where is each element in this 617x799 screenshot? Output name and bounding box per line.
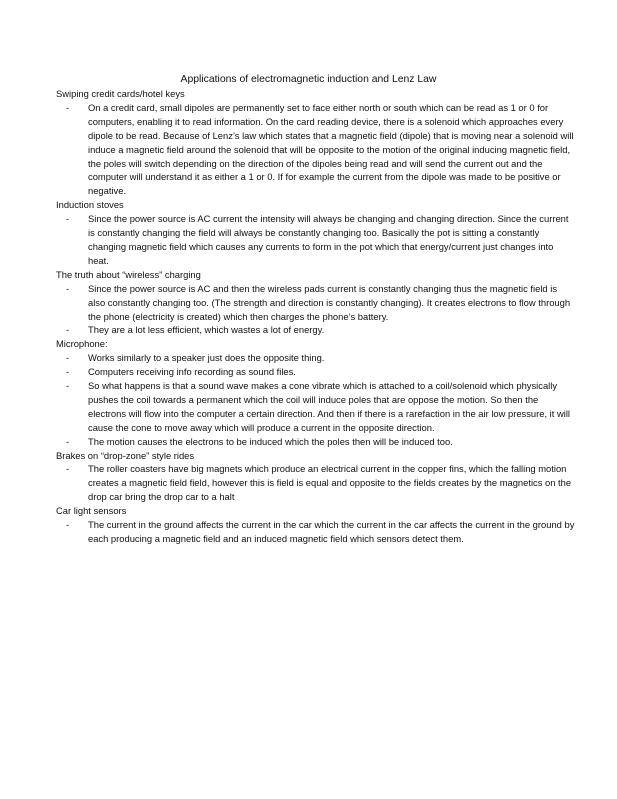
bullet-text: So what happens is that a sound wave makes a cone vibrate which is attached to a coil/solenoid which physically pushes the coil towards a permanent which the coil will induce poles that are oppose the motion. So then the electrons will flow into the computer a certain direction. And then if there is a rarefaction in the air low pressure, it will cause the cone to move away which will produce a current in the opposite direction. — [88, 380, 570, 433]
bullet-text: They are a lot less efficient, which wastes a lot of energy. — [88, 324, 325, 336]
section-heading: Brakes on “drop-zone” style rides — [56, 449, 195, 461]
bullet-item — [56, 212, 576, 268]
bullet-item — [56, 323, 576, 337]
bullet-list — [56, 462, 576, 504]
bullet-text: Computers receiving info recording as sound files. — [88, 366, 296, 378]
bullet-text: The roller coasters have big magnets which produce an electrical current in the copper fins, which the falling motion creates a magnetic field field, however this is field is equal and opposite to the fields creates by the magnetics on the drop car bring the drop car to a halt — [88, 463, 572, 503]
section — [56, 337, 576, 448]
section-heading: The truth about “wireless” charging — [56, 268, 201, 280]
bullet-list — [56, 518, 576, 546]
bullet-list — [56, 212, 576, 268]
bullet-list — [56, 351, 576, 448]
bullet-dash: - — [66, 435, 70, 447]
bullet-dash: - — [66, 324, 70, 336]
bullet-text: Since the power source is AC and then the wireless pads current is constantly changing thus the magnetic field is also constantly changing too. (The strength and direction is constantly changing). It creates electrons to flow through the phone (electricity is created) which then charges the phone’s battery. — [88, 282, 571, 322]
bullet-item — [56, 282, 576, 324]
section — [56, 198, 576, 268]
section — [56, 504, 576, 546]
bullet-list — [56, 282, 576, 338]
section — [56, 449, 576, 505]
bullet-item — [56, 101, 576, 198]
document-body — [56, 87, 576, 546]
bullet-dash: - — [66, 101, 70, 113]
bullet-dash: - — [66, 282, 70, 294]
bullet-dash: - — [66, 380, 70, 392]
bullet-dash: - — [66, 213, 70, 225]
section-heading: Swiping credit cards/hotel keys — [56, 88, 185, 99]
section-heading: Microphone: — [56, 338, 108, 350]
bullet-item — [56, 518, 576, 546]
section — [56, 268, 576, 338]
bullet-dash: - — [66, 352, 70, 364]
bullet-text: On a credit card, small dipoles are permanently set to face either north or south which can be read as 1 or 0 for computers, enabling it to read information. On the card reading device, there is a solenoid which approaches every dipole to be read. Because of Lenz’s law which states that a magnetic field (dipole) that is moving near a solenoid will induce a magnetic field around the solenoid that will be opposite to the motion of the original inducing magnetic field, the poles will switch depending on the direction of the dipoles being read and will send the current out and the computer will understand it as either a 1 or 0. If for example the current from the dipole was made to be positive or negative. — [88, 101, 574, 197]
section — [56, 87, 576, 198]
bullet-dash: - — [66, 463, 70, 475]
section-heading: Induction stoves — [56, 199, 124, 211]
bullet-text: The current in the ground affects the current in the car which the current in the car affects the current in the ground by each producing a magnetic field and an induced magnetic field which sensors detect them. — [88, 519, 575, 544]
bullet-item — [56, 351, 576, 365]
bullet-dash: - — [66, 519, 70, 531]
bullet-list — [56, 101, 576, 198]
bullet-text: The motion causes the electrons to be induced which the poles then will be induced too. — [88, 435, 453, 447]
bullet-item — [56, 379, 576, 435]
document-title: Applications of electromagnetic induction and Lenz Law — [180, 74, 437, 85]
bullet-text: Works similarly to a speaker just does the opposite thing. — [88, 352, 325, 364]
bullet-item — [56, 365, 576, 379]
bullet-dash: - — [66, 366, 70, 378]
bullet-item — [56, 462, 576, 504]
bullet-text: Since the power source is AC current the intensity will always be changing and changing direction. Since the current is constantly changing the field will always be constantly changing too. Basically the pot is sitting a constantly changing magnetic field which causes any currents to form in the pot which that energy/current just changes into heat. — [88, 213, 569, 266]
section-heading: Car light sensors — [56, 505, 127, 517]
bullet-item — [56, 435, 576, 449]
